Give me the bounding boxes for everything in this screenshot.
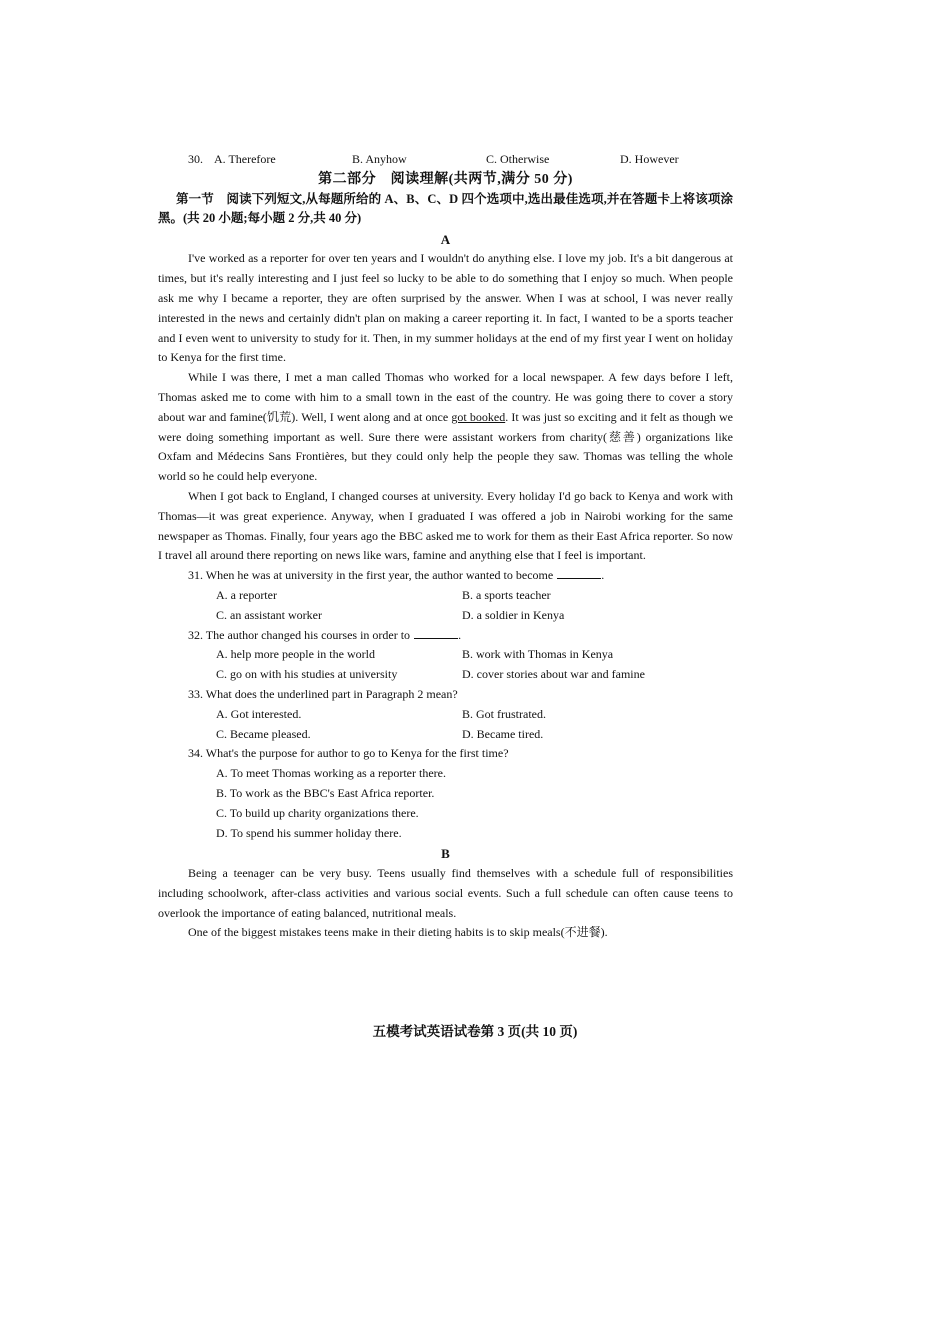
question-34-option-c: C. To build up charity organizations there. (216, 805, 419, 820)
passage-a-label: A (440, 231, 451, 247)
section-title: 第二部分 阅读理解(共两节,满分 50 分) (318, 171, 573, 187)
q30-option-b: B. Anyhow (352, 152, 407, 166)
question-33-options-row-1 (158, 705, 733, 725)
question-34-option-d: D. To spend his summer holiday there. (216, 825, 402, 840)
q30-option-a: A. Therefore (214, 152, 276, 166)
option-d: D. cover stories about war and famine (462, 667, 645, 682)
option-a: A. Got interested. (216, 706, 302, 721)
question-30-options (158, 150, 733, 170)
question-31-stem: 31. When he was at university in the first year, the author wanted to become . (188, 568, 605, 583)
q30-option-d: D. However (620, 152, 679, 166)
option-b: B. a sports teacher (462, 587, 551, 602)
paragraph-2-part-2: . It was just so exciting and it felt as though we were doing something important as well. Sure there were assistant workers from charity(慈善) organizations like Oxfam and Médecins Sans Frontières, but they could only help the people they saw. Thomas was telling the whole world so he could help everyone. (158, 409, 733, 484)
question-34-stem: 34. What's the purpose for author to go to Kenya for the first time? (188, 746, 509, 761)
question-33-stem: 33. What does the underlined part in Paragraph 2 mean? (188, 686, 458, 701)
passage-a-paragraph-2 (158, 368, 733, 487)
passage-b-label: B (441, 846, 450, 862)
section-instruction: 第一节 阅读下列短文,从每题所给的 A、B、C、D 四个选项中,选出最佳选项,并在答题卡上将该项涂黑。(共 20 小题;每小题 2 分,共 40 分) (158, 191, 733, 226)
question-34-option-a: A. To meet Thomas working as a reporter there. (216, 766, 446, 781)
passage-a-paragraph-1: I've worked as a reporter for over ten years and I wouldn't do anything else. I love my job. It's a bit dangerous at times, but it's really interesting and I just feel so lucky to be able to do something that I enjoy so much. When people ask me why I became a reporter, they are often surprised by the answer. When I was at school, I was never really interested in the news and certainly didn't plan on making a career reporting it. In fact, I wanted to be a sports teacher and I even went to university to study for it. Then, in my summer holidays at the end of my first year I went on holiday to Kenya for the first time. (158, 251, 733, 365)
question-33-options-row-2 (158, 725, 733, 745)
exam-page (158, 150, 733, 943)
option-c: C. go on with his studies at university (216, 667, 398, 682)
q30-option-c: C. Otherwise (486, 152, 550, 166)
option-b: B. Got frustrated. (462, 706, 546, 721)
question-31-options-row-1 (158, 586, 733, 606)
passage-b-paragraph-2: One of the biggest mistakes teens make in their dieting habits is to skip meals(不进餐). (188, 925, 608, 940)
option-b: B. work with Thomas in Kenya (462, 647, 614, 662)
passage-a-paragraph-3: When I got back to England, I changed courses at university. Every holiday I'd go back to Kenya and work with Thomas—it was great experience. Anyway, when I graduated I was offered a job in Nairobi working for the same newspaper as Thomas. Finally, four years ago the BBC asked me to work for them as their East Africa reporter. So now I travel all around there reporting on news like wars, famine and anything else that I feel is important. (158, 488, 733, 563)
option-d: D. Became tired. (462, 726, 544, 741)
question-32-options-row-1 (158, 645, 733, 665)
passage-b-paragraph-1: Being a teenager can be very busy. Teens usually find themselves with a schedule full of responsibilities including schoolwork, after-class activities and various social events. Such a full schedule can often cause teens to overlook the importance of eating balanced, nutritional meals. (158, 866, 733, 920)
question-32-stem: 32. The author changed his courses in order to . (188, 627, 462, 642)
answer-blank (557, 566, 601, 579)
underlined-phrase: got booked (451, 409, 506, 424)
q30-number: 30. (188, 152, 203, 166)
option-c: C. Became pleased. (216, 726, 311, 741)
question-32-options-row-2 (158, 665, 733, 685)
option-a: A. help more people in the world (216, 647, 375, 662)
question-stem: 32. The author changed his courses in order to (188, 627, 411, 642)
answer-blank (414, 626, 458, 639)
option-a: A. a reporter (216, 587, 277, 602)
option-d: D. a soldier in Kenya (462, 607, 565, 622)
option-c: C. an assistant worker (216, 607, 322, 622)
question-stem: 31. When he was at university in the first year, the author wanted to become (188, 568, 554, 583)
page-footer: 五模考试英语试卷第 3 页(共 10 页) (372, 1024, 578, 1039)
question-31-options-row-2 (158, 606, 733, 626)
question-34-option-b: B. To work as the BBC's East Africa reporter. (216, 785, 435, 800)
paragraph-2-part-1: While I was there, I met a man called Thomas who worked for a local newspaper. A few days before I left, Thomas asked me to come with him to a small town in the east of the country. He was going there to cover a story about war and famine(饥荒). Well, I went along and at once (158, 370, 733, 424)
